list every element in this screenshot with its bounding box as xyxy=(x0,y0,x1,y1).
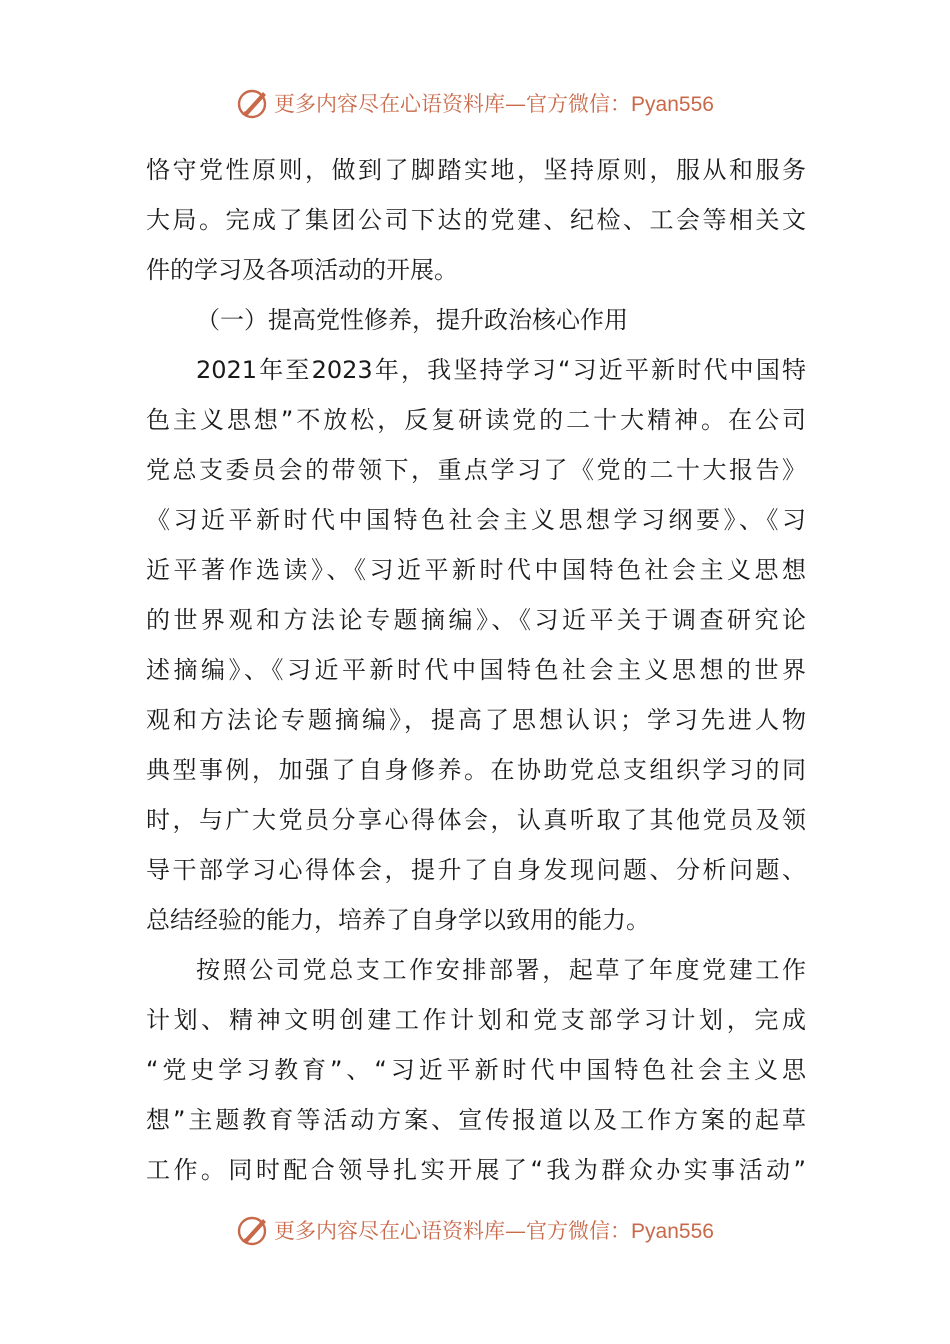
header-watermark-banner xyxy=(0,83,950,123)
text-line: 述摘编》、《习近平新时代中国特色社会主义思想的世界 xyxy=(146,656,806,684)
text-line: 《习近平新时代中国特色社会主义思想学习纲要》、《习 xyxy=(146,506,806,534)
text-line: 时，与广大党员分享心得体会，认真听取了其他党员及领 xyxy=(146,806,806,834)
watermark-text: 更多内容尽在心语资料库—官方微信：Pyan556 xyxy=(274,1219,714,1243)
text-line: 按照公司党总支工作安排部署，起草了年度党建工作 xyxy=(196,956,806,984)
pen-logo-icon xyxy=(236,86,270,120)
text-line: 典型事例，加强了自身修养。在协助党总支组织学习的同 xyxy=(146,756,806,784)
wechat-id: Pyan556 xyxy=(631,93,714,116)
text-line: 观和方法论专题摘编》，提高了思想认识；学习先进人物 xyxy=(146,706,806,734)
text-line: 恪守党性原则，做到了脚踏实地，坚持原则，服从和服务 xyxy=(146,156,806,184)
text-line: 导干部学习心得体会，提升了自身发现问题、分析问题、 xyxy=(146,856,806,884)
text-line: 近平著作选读》、《习近平新时代中国特色社会主义思想 xyxy=(146,556,806,584)
text-line: 2021年至2023年，我坚持学习“习近平新时代中国特 xyxy=(196,356,806,384)
text-line: 计划、精神文明创建工作计划和党支部学习计划，完成 xyxy=(146,1006,806,1034)
watermark-text: 更多内容尽在心语资料库—官方微信：Pyan556 xyxy=(274,92,714,116)
text-line: 想”主题教育等活动方案、宣传报道以及工作方案的起草 xyxy=(146,1106,806,1134)
section-heading: （一）提高党性修养，提升政治核心作用 xyxy=(196,306,628,334)
text-line: 党总支委员会的带领下，重点学习了《党的二十大报告》 xyxy=(146,456,806,484)
wechat-id: Pyan556 xyxy=(631,1220,714,1243)
text-line: 件的学习及各项活动的开展。 xyxy=(146,256,458,284)
footer-watermark-banner xyxy=(0,1210,950,1250)
text-line: 总结经验的能力，培养了自身学以致用的能力。 xyxy=(146,906,650,934)
text-line: 的世界观和方法论专题摘编》、《习近平关于调查研究论 xyxy=(146,606,806,634)
text-line: 大局。完成了集团公司下达的党建、纪检、工会等相关文 xyxy=(146,206,806,234)
text-line: 色主义思想”不放松，反复研读党的二十大精神。在公司 xyxy=(146,406,806,434)
text-line: “党史学习教育”、“习近平新时代中国特色社会主义思 xyxy=(146,1056,806,1084)
pen-logo-icon xyxy=(236,1213,270,1247)
text-line: 工作。同时配合领导扎实开展了“我为群众办实事活动” xyxy=(146,1156,806,1184)
